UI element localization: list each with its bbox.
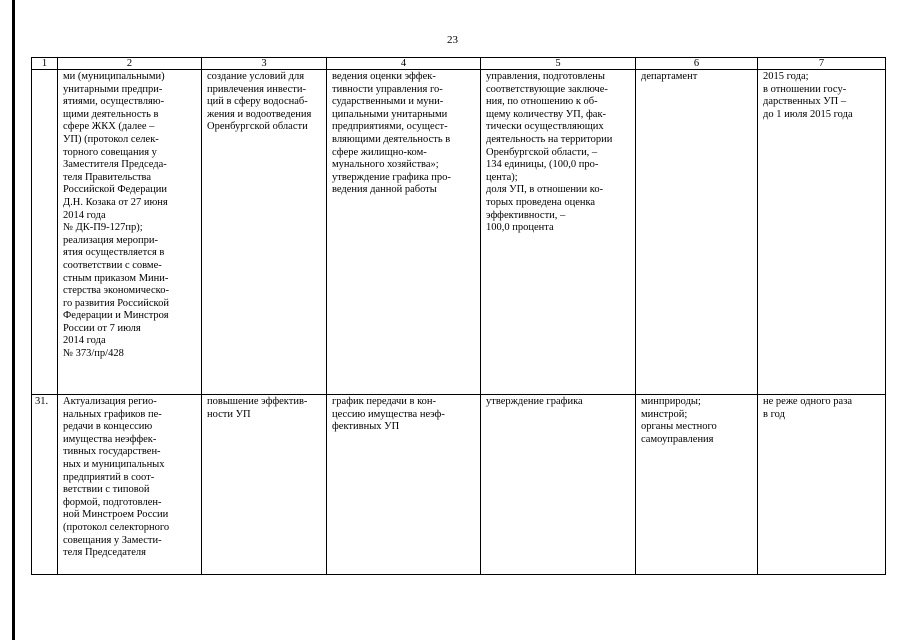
row-number: [32, 70, 58, 395]
responsible-cell: департамент: [636, 70, 758, 395]
measure-cell: ми (муниципальными) унитарными предпри- ятиями, осуществляю- щими деятельность в сфере ЖКХ (далее – УП) (протокол селек- торного совещания у Заместителя Председа- теля Правительства Российской Федерации Д.Н. Козака от 27 июня 2014 года № ДК-П9-127пр); реализация меропри- ятия осуществляется в соответствии с совме- стным приказом Мини- стерства экономическо- го развития Российской Федерации и Минстроя России от 7 июля 2014 года № 373/пр/428: [58, 70, 202, 395]
column-header-6: 6: [636, 58, 758, 70]
responsible-cell: минприроды; минстрой; органы местного самоуправления: [636, 395, 758, 575]
result-cell: ведения оценки эффек- тивности управления го- сударственными и муни- ципальными унитарными предприятиями, осущест- вляющими деятельность в сфере жилищно-ком- мунального хозяйства»; утверждение графика про- ведения данной работы: [327, 70, 481, 395]
header-row: [32, 58, 886, 70]
scan-edge-bar: [12, 0, 15, 640]
plan-table: [31, 57, 886, 575]
indicator-cell: управления, подготовлены соответствующие заключе- ния, по отношению к об- щему количеству УП, фак- тически осуществляющих деятельность на территории Оренбургской области, – 134 единицы, (100,0 про- цента); доля УП, в отношении ко- торых проведена оценка эффективности, – 100,0 процента: [481, 70, 636, 395]
column-header-4: 4: [327, 58, 481, 70]
result-cell: график передачи в кон- цессию имущества неэф- фективных УП: [327, 395, 481, 575]
page-number: 23: [447, 34, 458, 46]
table-row: [32, 395, 886, 575]
deadline-cell: 2015 года; в отношении госу- дарственных УП – до 1 июля 2015 года: [758, 70, 886, 395]
goal-cell: создание условий для привлечения инвести- ций в сферу водоснаб- жения и водоотведения Оренбургской области: [202, 70, 327, 395]
measure-cell: Актуализация регио- нальных графиков пе- редачи в концессию имущества неэффек- тивных государствен- ных и муниципальных предприятий в соот- ветствии с типовой формой, подготовлен- ной Минстроем России (протокол селекторного совещания у Замести- теля Председателя: [58, 395, 202, 575]
column-header-5: 5: [481, 58, 636, 70]
deadline-cell: не реже одного раза в год: [758, 395, 886, 575]
row-number: 31.: [32, 395, 58, 575]
indicator-cell: утверждение графика: [481, 395, 636, 575]
column-header-3: 3: [202, 58, 327, 70]
table-row: [32, 70, 886, 395]
goal-cell: повышение эффектив- ности УП: [202, 395, 327, 575]
column-header-7: 7: [758, 58, 886, 70]
column-header-2: 2: [58, 58, 202, 70]
column-header-1: 1: [32, 58, 58, 70]
